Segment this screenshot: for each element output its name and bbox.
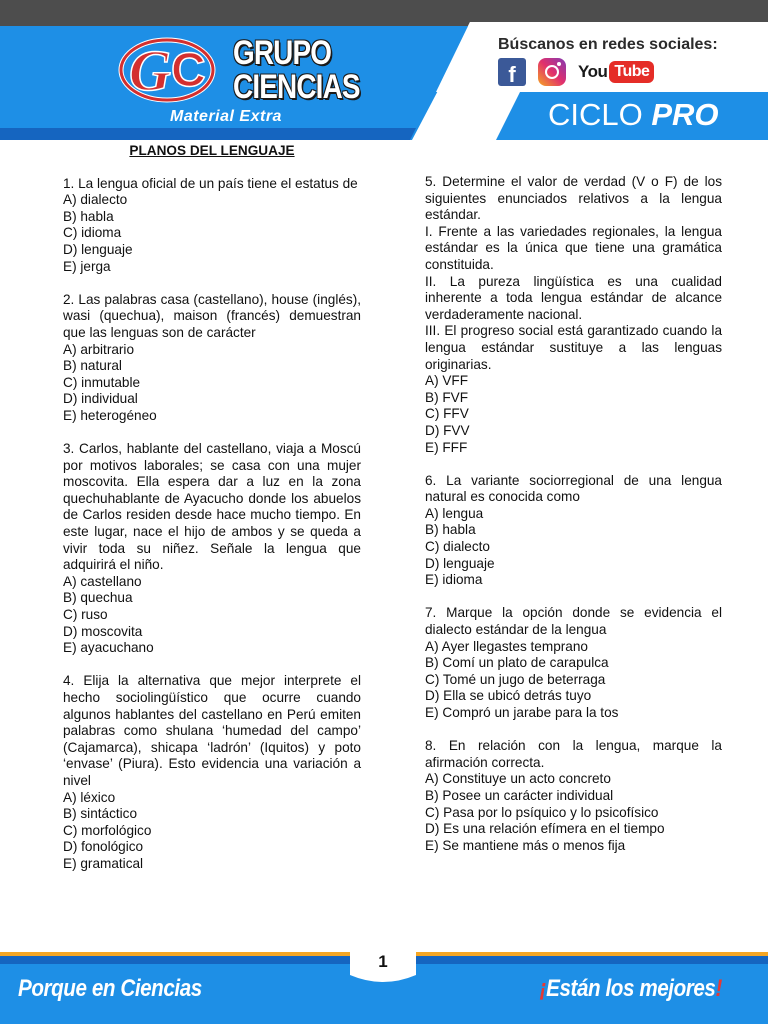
option-c: C) ruso <box>63 607 108 623</box>
brand-line-2: CIENCIAS <box>233 68 360 106</box>
option-b: B) Comí un plato de carapulca <box>425 655 609 671</box>
slogan-text: Están los mejores <box>546 975 716 1002</box>
option-c: C) inmutable <box>63 374 141 390</box>
slogan-close-mark: ! <box>715 975 722 1002</box>
page-title: PLANOS DEL LENGUAJE <box>129 143 295 158</box>
question-4 <box>63 673 361 872</box>
right-column <box>425 174 722 871</box>
question-3 <box>63 441 361 657</box>
material-extra-label: Material Extra <box>170 108 282 125</box>
question-2 <box>63 292 361 425</box>
option-c: C) FFV <box>425 406 469 422</box>
question-6 <box>425 473 722 589</box>
social-links <box>498 58 654 86</box>
option-c: C) Tomé un jugo de beterraga <box>425 671 606 687</box>
option-c: C) Pasa por lo psíquico y lo psicofísico <box>425 804 659 820</box>
option-b: B) sintáctico <box>63 806 138 822</box>
option-b: B) natural <box>63 358 122 374</box>
option-d: D) individual <box>63 391 138 407</box>
social-title: Búscanos en redes sociales: <box>498 36 718 53</box>
option-a: A) lengua <box>425 505 484 521</box>
option-b: B) FVF <box>425 389 469 405</box>
option-b: B) habla <box>63 208 114 224</box>
youtube-you-text: You <box>578 62 608 81</box>
option-e: E) Se mantiene más o menos fija <box>425 837 626 853</box>
ciclo-pro-label <box>548 97 719 133</box>
question-8 <box>425 738 722 854</box>
statement-3: III. El progreso social está garantizado cuando la lengua estándar sustituye a las lenguas originarias. <box>425 323 722 372</box>
question-text: 7. Marque la opción donde se evidencia el dialecto estándar de la lengua <box>425 605 722 638</box>
option-a: A) dialecto <box>63 192 128 208</box>
option-d: D) lenguaje <box>425 555 495 571</box>
question-text: 6. La variante sociorregional de una lengua natural es conocida como <box>425 472 722 505</box>
question-1 <box>63 176 361 276</box>
question-7 <box>425 605 722 721</box>
svg-text:C: C <box>171 44 206 97</box>
option-d: D) Es una relación efímera en el tiempo <box>425 821 665 837</box>
question-text: 8. En relación con la lengua, marque la afirmación correcta. <box>425 738 722 770</box>
option-b: B) habla <box>425 522 476 538</box>
option-c: C) idioma <box>63 225 122 241</box>
option-a: A) léxico <box>63 789 116 805</box>
option-c: C) morfológico <box>63 822 152 838</box>
brand-line-1: GRUPO <box>233 34 332 72</box>
statement-1: I. Frente a las variedades regionales, la lengua estándar es la única que tiene una gramática constituida. <box>425 223 722 272</box>
statement-2: II. La pureza lingüística es una cualidad inherente a toda lengua estándar de alcance verdaderamente nacional. <box>425 273 722 322</box>
option-e: E) ayacuchano <box>63 640 154 656</box>
option-b: B) Posee un carácter individual <box>425 787 614 803</box>
option-e: E) jerga <box>63 258 111 274</box>
facebook-icon[interactable]: f <box>498 58 526 86</box>
option-d: D) moscovita <box>63 623 143 639</box>
option-e: E) FFF <box>425 439 468 455</box>
page-header <box>0 0 768 140</box>
option-c: C) dialecto <box>425 539 490 555</box>
question-text: 5. Determine el valor de verdad (V o F) de los siguientes enunciados relativos a la lengua estándar. <box>425 174 722 223</box>
option-e: E) idioma <box>425 572 483 588</box>
ciclo-prefix: CICLO <box>548 97 652 132</box>
option-a: A) VFF <box>425 373 469 389</box>
option-a: A) Ayer llegastes temprano <box>425 638 588 654</box>
question-5 <box>425 174 722 456</box>
youtube-tube-text: Tube <box>609 61 654 83</box>
option-d: D) FVV <box>425 422 470 438</box>
svg-text:G: G <box>129 38 171 103</box>
ciclo-name: PRO <box>651 97 719 132</box>
option-a: A) Constituye un acto concreto <box>425 771 611 787</box>
instagram-icon[interactable] <box>538 58 566 86</box>
footer-slogan-right <box>540 975 722 1003</box>
option-b: B) quechua <box>63 590 133 606</box>
question-text: 4. Elija la alternativa que mejor interprete el hecho sociolingüístico que ocurre cuando algunos hablantes del castellano en Perú emiten palabras como shulana ‘humedad del campo’ (Cajamarca), shicapa ‘ladrón’ (Iquitos) y poto ‘envase’ (Piura). Esto evidencia una variación a nivel <box>63 673 361 788</box>
gc-emblem-icon <box>115 28 235 108</box>
option-a: A) castellano <box>63 573 142 589</box>
left-column <box>63 140 361 889</box>
youtube-icon[interactable] <box>578 58 654 86</box>
option-d: D) lenguaje <box>63 241 133 257</box>
option-e: E) heterogéneo <box>63 407 157 423</box>
question-text: 2. Las palabras casa (castellano), house (inglés), wasi (quechua), maison (francés) demuestran que las lenguas son de carácter <box>63 291 361 340</box>
page-number: 1 <box>378 952 388 971</box>
question-text: 1. La lengua oficial de un país tiene el estatus de <box>63 175 358 191</box>
option-e: E) Compró un jarabe para la tos <box>425 705 619 720</box>
option-d: D) fonológico <box>63 839 144 855</box>
footer-slogan-left: Porque en Ciencias <box>18 975 202 1002</box>
option-a: A) arbitrario <box>63 341 135 357</box>
option-e: E) gramatical <box>63 855 144 871</box>
slogan-open-mark: ¡ <box>539 975 547 1002</box>
option-d: D) Ella se ubicó detrás tuyo <box>425 688 592 704</box>
question-text: 3. Carlos, hablante del castellano, viaja a Moscú por motivos laborales; se casa con una mujer moscovita. Ella espera dar a luz en la zona quechuhablante de Ayacucho donde los abuelos de Carlos residen desde hace mucho tiempo. En este lugar, nace el hijo de ambos y se queda a vivir toda su niñez. Señale la lengua que adquirirá el niño. <box>63 441 361 573</box>
